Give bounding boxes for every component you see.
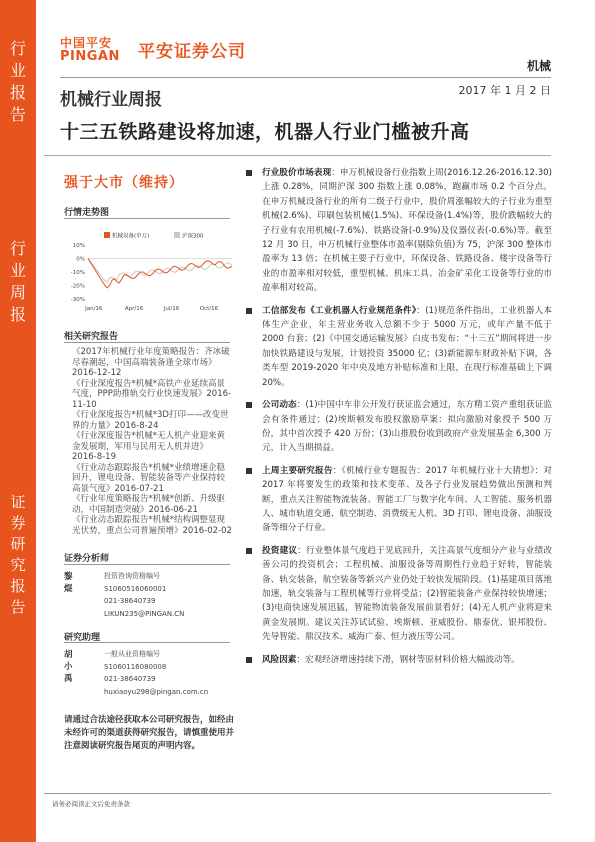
assistant-cert-label: 一般从业资格编号 xyxy=(104,650,160,658)
bullet-square-icon xyxy=(246,308,252,314)
footer-divider xyxy=(44,793,551,794)
y-tick-label: -10% xyxy=(70,270,85,276)
related-report-item[interactable]: 《行业深度报告*机械*无人机产业迎来黄金发展期，军用与民用无人机并进》2016-8-19 xyxy=(72,431,226,462)
bullet-title: 行业股价市场表现 xyxy=(262,168,332,178)
market-trend-chart xyxy=(62,225,236,315)
trend-heading: 行情走势图 xyxy=(64,208,110,218)
chart-legend xyxy=(104,232,204,240)
bullet-square-icon xyxy=(246,657,252,663)
report-type: 机械行业周报 xyxy=(60,90,162,110)
x-tick-label: Jan/16 xyxy=(85,306,103,312)
related-report-item[interactable]: 《2017年机械行业年度策略报告：齐冰破尽春潮起，中国高端装备逢全球市场》2016-12-12 xyxy=(72,347,230,378)
bullet-title: 投资建议 xyxy=(262,545,298,556)
related-heading: 相关研究报告 xyxy=(64,332,119,342)
related-report-item[interactable]: 《行业年度策略报告*机械*创新、升级驱动，中国制造突破》2016-06-21 xyxy=(72,494,226,515)
bullet-title: 工信部发布《工业机器人行业规范条件》 xyxy=(262,305,417,316)
footer-note: 请务必阅读正文后免责条款 xyxy=(52,800,130,808)
trend-divider xyxy=(64,218,230,219)
related-report-item[interactable]: 《行业深度报告*机械*高铁产业延续高景气度，PPP助推轨交行业快速发展》2016-11-10 xyxy=(72,378,232,410)
report-title: 十三五铁路建设将加速，机器人行业门槛被升高 xyxy=(60,121,470,143)
bullet-item xyxy=(246,166,552,296)
legend-swatch xyxy=(104,232,110,238)
bullet-square-icon xyxy=(246,548,252,554)
left-sidebar xyxy=(0,0,36,842)
bullet-text: ：宏观经济增速持续下滑，钢材等原材料价格大幅波动等。 xyxy=(296,654,520,665)
bullet-text: ：(1)规范条件指出，工业机器人本体生产企业，年主营业务收入总额不少于 5000 万元，或年产量不低于 2000 台套；(2)《中国交通运输发展》白皮书发布：“十三五”期间将进一步加快铁路建设与发展，计划投资 35000 亿；(3)新能源车财政补贴下调，各类车型 2019-2020 年中央及地方补贴标准和上限，在现行标准基础上下调20%。 xyxy=(262,305,552,388)
analyst-email[interactable]: LIKUN235@PINGAN.CN xyxy=(104,609,185,618)
bullet-text: ：申万机械设备行业指数上周(2016.12.26-2016.12.30)上涨 0.28%，同期沪深 300 指数上涨 0.08%，跑赢市场 0.2 个百分点。在申万机械设备行业的所有二级子行业中，股价周涨幅较大的子行业为重型机械(2.6%)、印刷包装机械(1.5%)、环保设备(1.4%)等，股价跌幅较大的子行业有农用机械(-7.6%)、铁路设备(-0.9%)及仪器仪表(-0.6%)等。截至 12 月 30 日，申万机械行业整体市盈率(剔除负值)为 75，沪深 300 整体市盈率为 13 倍；在机械主要子行业中，环保设备、铁路设备、楼宇设备等行业的市盈率相对较低，重型机械、机床工具、冶金矿采化工设备等行业的市盈率相对较高。 xyxy=(262,168,552,294)
x-tick-label: Oct/16 xyxy=(199,306,219,312)
y-tick-label: 10% xyxy=(72,243,85,249)
chart-series xyxy=(88,259,232,288)
bullet-item xyxy=(246,464,552,536)
analyst-cert-no: S1060516060001 xyxy=(104,584,167,593)
bullet-text: ：《机械行业专题报告：2017 年机械行业十大猜想》：对 2017 年将要发生的政策和技术变革、及各子行业发展趋势做出预测和判断，重点关注智能物流装备、智能工厂与数字化车间、人工智能、服务机器人、城市轨道交通、航空制造、消费级无人机、3D 打印、锂电设备、油服设备等细分子行业。 xyxy=(262,465,552,534)
bullet-item xyxy=(246,544,552,645)
analyst-divider xyxy=(64,564,230,565)
assistant-divider xyxy=(64,642,230,643)
bullet-square-icon xyxy=(246,402,252,408)
company-name: 平安证券公司 xyxy=(138,42,246,62)
logo-en: PINGAN xyxy=(60,49,120,64)
bullet-text: ：(1)中国中车非公开发行获证监会通过，东方精工资产重组获证监会有条件通过；(2)埃斯顿发布股权激励草案：拟向激励对象授予 500 万份，其中首次授予 420 万份；(3)山推股份收到政府产业发展基金 6,300 万元，计入当期损益。 xyxy=(262,400,552,454)
chart-y-ticks xyxy=(71,243,232,303)
x-tick-label: Apr/16 xyxy=(124,306,144,312)
bullet-item xyxy=(246,653,552,667)
analyst-cert-label: 投资咨询资格编号 xyxy=(104,572,160,580)
assistant-info xyxy=(104,648,244,698)
chart-x-ticks xyxy=(84,306,219,312)
bullet-square-icon xyxy=(246,468,252,474)
header-divider xyxy=(60,77,551,78)
logo-cn: 中国平安 xyxy=(60,36,113,50)
disclaimer: 请通过合法途径获取本公司研究报告，如经由未经许可的渠道获得研究报告，请慎重使用并注意阅读研究报告尾页的声明内容。 xyxy=(64,715,235,751)
y-tick-label: -20% xyxy=(70,283,85,290)
assistant-phone: 021-38640739 xyxy=(104,675,156,683)
related-divider xyxy=(64,342,230,343)
y-tick-label: 0% xyxy=(76,256,85,263)
report-date: 2017 年 1 月 2 日 xyxy=(458,84,551,97)
assistant-heading: 研究助理 xyxy=(64,633,101,643)
bullet-square-icon xyxy=(246,170,252,176)
related-report-item[interactable]: 《行业动态跟踪报告*机械*业绩增速企稳回升，锂电设备、智能装备等产业保持较高景气度》2016-07-21 xyxy=(72,462,226,494)
analyst-phone: 021-38640739 xyxy=(104,597,156,605)
legend-label: 机械设备(申万) xyxy=(112,233,150,240)
analyst-heading: 证券分析师 xyxy=(64,554,110,564)
bullet-title: 上周主要研究报告 xyxy=(262,465,333,476)
analyst-name: 黎焜 xyxy=(64,572,73,594)
bullet-list xyxy=(246,166,552,675)
x-tick-label: Jul/16 xyxy=(163,306,180,312)
industry-label: 机械 xyxy=(526,59,551,73)
pingan-logo xyxy=(60,34,120,64)
sidebar-label-industry-report: 行 业 报 告 xyxy=(9,39,26,124)
assistant-email[interactable]: huxiaoyu298@pingan.com.cn xyxy=(104,687,209,696)
sidebar-label-research-report: 证 券 研 究 报 告 xyxy=(10,493,26,616)
assistant-cert-no: S1060116080008 xyxy=(104,662,167,671)
title-divider xyxy=(44,155,551,156)
bullet-title: 风险因素 xyxy=(262,654,297,665)
legend-label: 沪深300 xyxy=(182,233,204,240)
legend-swatch xyxy=(174,232,180,238)
bullet-title: 公司动态 xyxy=(262,400,297,411)
analyst-info xyxy=(104,570,244,620)
bullet-item xyxy=(246,304,552,390)
y-tick-label: -30% xyxy=(70,297,85,303)
bullet-text: ：行业整体景气度趋于见底回升，关注高景气度细分产业与业绩改善公司的投资机会；工程机械、油服设备等周期性行业趋于好转，智能装备、轨交装备，航空装备等新兴产业仍处于较快发展阶段。(1)基建项目落地加速，轨交装备与工程机械等行业将受益；(2)智能装备产业保持较快增速；(3)电商快速发展迅猛，智能物流装备发展前景看好；(4)无人机产业将迎来黄金发展期。建议关注苏试试验、埃斯顿、亚威股份、鼎泰优、银邦股份、先导智能、鼎汉技术、威海广泰、恒力液压等公司。 xyxy=(262,545,552,643)
rating-label: 强于大市（维持） xyxy=(64,175,184,191)
related-report-item[interactable]: 《行业动态跟踪报告*机械*结构调整显现光伏势，重点公司普遍预增》2016-02-02 xyxy=(72,515,232,536)
bullet-item xyxy=(246,398,552,456)
related-report-item[interactable]: 《行业深度报告*机械*3D打印——改变世界的力量》2016-8-24 xyxy=(72,410,229,431)
related-reports-list xyxy=(72,347,232,536)
sidebar-label-industry-weekly: 行 业 周 报 xyxy=(9,239,26,324)
assistant-name: 胡小禹 xyxy=(64,650,73,684)
